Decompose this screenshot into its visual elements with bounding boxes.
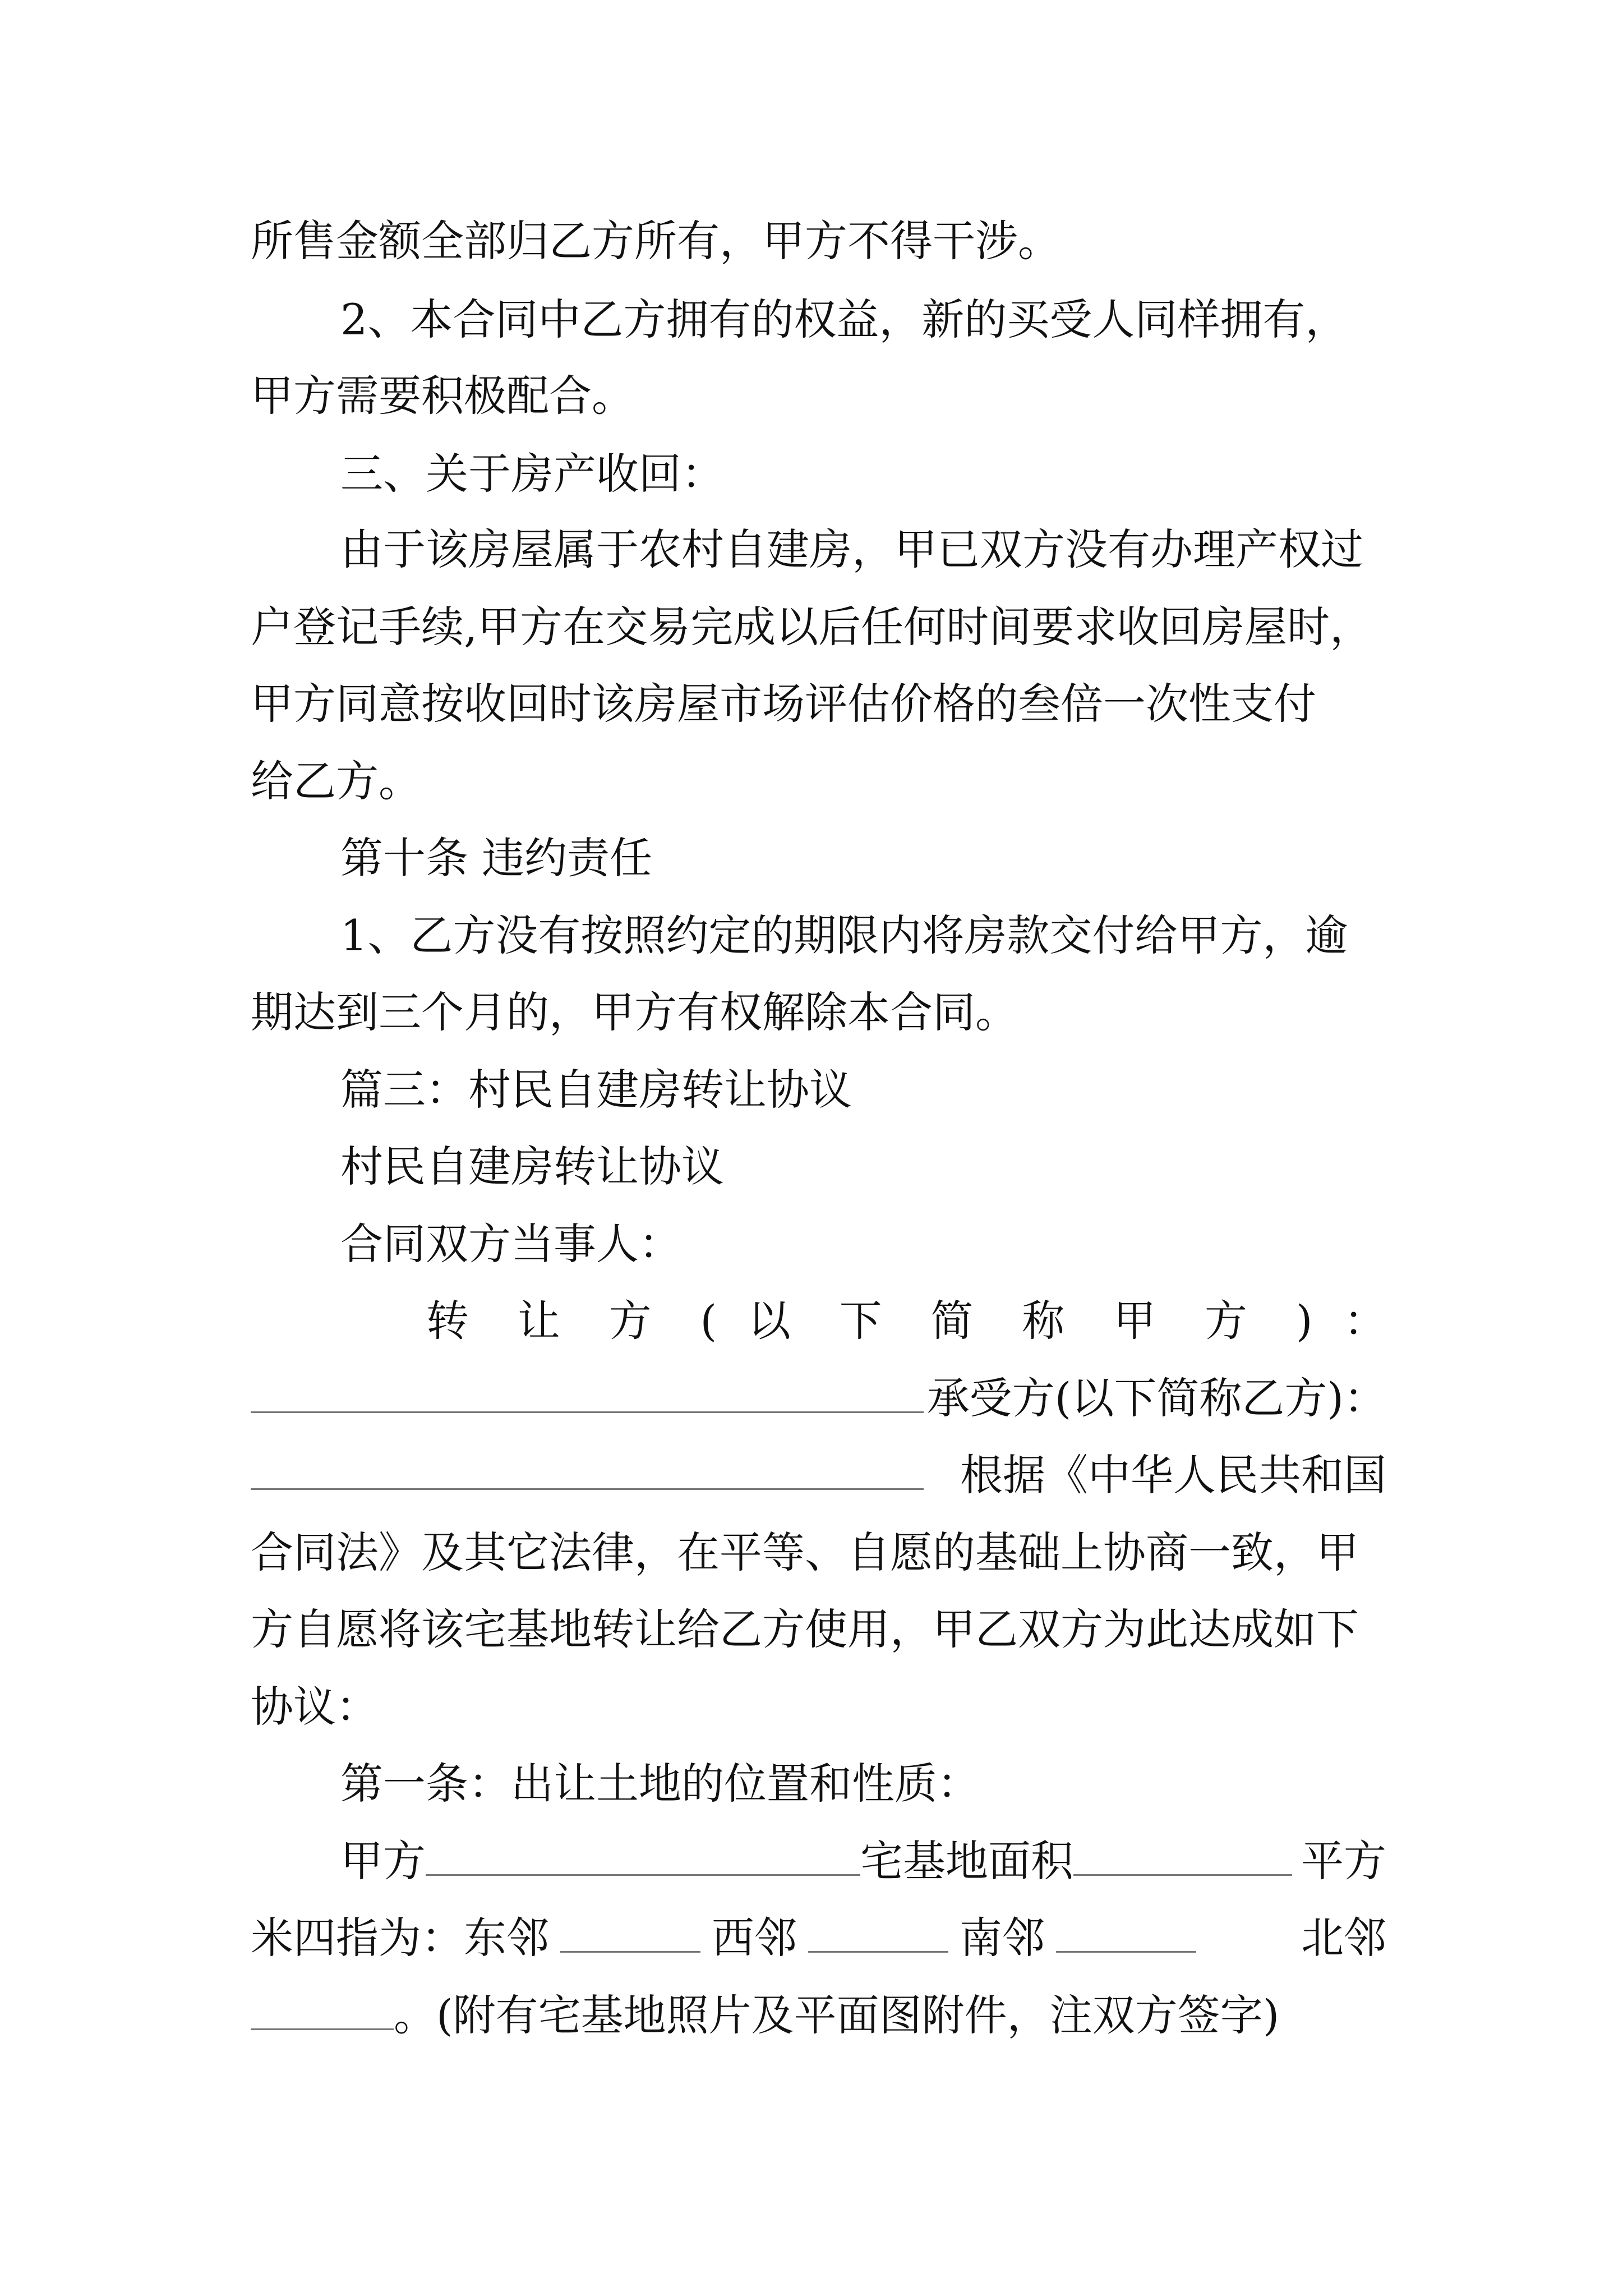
paragraph-line: 由于该房屋属于农村自建房，甲已双方没有办理产权过 [340, 524, 1363, 574]
paragraph-line: 1、乙方没有按照约定的期限内将房款交付给甲方，逾 [340, 910, 1348, 960]
document-title: 村民自建房转让协议 [340, 1142, 724, 1191]
article-heading: 第十条 违约责任 [340, 833, 653, 883]
attachment-line [251, 1987, 1386, 2044]
land-area-line [340, 1833, 1386, 1889]
south-neighbor-label: 南邻 [960, 1913, 1045, 1963]
paragraph-line: 户登记手续,甲方在交易完成以后任何时间要求收回房屋时， [251, 602, 1373, 652]
paragraph-line: 给乙方。 [251, 756, 421, 806]
blank-field [560, 1916, 700, 1953]
paragraph-line: 期达到三个月的，甲方有权解除本合同。 [251, 987, 1018, 1037]
blank-field [1056, 1916, 1196, 1953]
east-neighbor-label: 米四指为：东邻 [251, 1913, 549, 1963]
paragraph-line: 甲方同意按收回时该房屋市场评估价格的叁倍一次性支付 [251, 679, 1316, 729]
party-a-text: 甲方 [340, 1836, 426, 1886]
party-b-label: 承受方(以下简称乙方)： [926, 1373, 1386, 1423]
party-a-label: 转 让 方 ( 以 下 简 称 甲 方 ) ： [426, 1296, 1386, 1346]
west-neighbor-label: 西邻 [712, 1913, 797, 1963]
blank-field [808, 1916, 948, 1953]
paragraph-line: 协议： [251, 1682, 379, 1732]
paragraph-line: 合同双方当事人： [340, 1219, 681, 1269]
land-area-label: 宅基地面积 [860, 1836, 1073, 1886]
blank-field [1073, 1839, 1292, 1876]
boundary-line [251, 1910, 1386, 1966]
section-heading: 三、关于房产收回： [340, 449, 724, 499]
unit-label: 平方 [1301, 1836, 1386, 1886]
blank-field [251, 1994, 394, 2030]
section-heading: 篇三：村民自建房转让协议 [340, 1065, 852, 1115]
party-b-line [251, 1370, 1386, 1427]
attachment-note: 。(附有宅基地照片及平面图附件，注双方签字) [394, 1990, 1280, 2040]
paragraph-line: 合同法》及其它法律，在平等、自愿的基础上协商一致，甲 [251, 1527, 1359, 1577]
paragraph-line: 2、本合同中乙方拥有的权益，新的买受人同样拥有， [340, 295, 1348, 344]
blank-field [251, 1377, 924, 1413]
blank-field [251, 1453, 924, 1490]
paragraph-line: 所售金额全部归乙方所有，甲方不得干涉。 [251, 216, 1061, 266]
basis-line [251, 1447, 1386, 1503]
north-neighbor-label: 北邻 [1301, 1913, 1386, 1963]
paragraph-line: 方自愿将该宅基地转让给乙方使用，甲乙双方为此达成如下 [251, 1604, 1359, 1654]
basis-label: 根据《中华人民共和国 [960, 1450, 1386, 1500]
blank-field [426, 1839, 860, 1876]
article-heading: 第一条：出让土地的位置和性质： [340, 1759, 980, 1809]
paragraph-line: 甲方需要积极配合。 [251, 371, 634, 421]
